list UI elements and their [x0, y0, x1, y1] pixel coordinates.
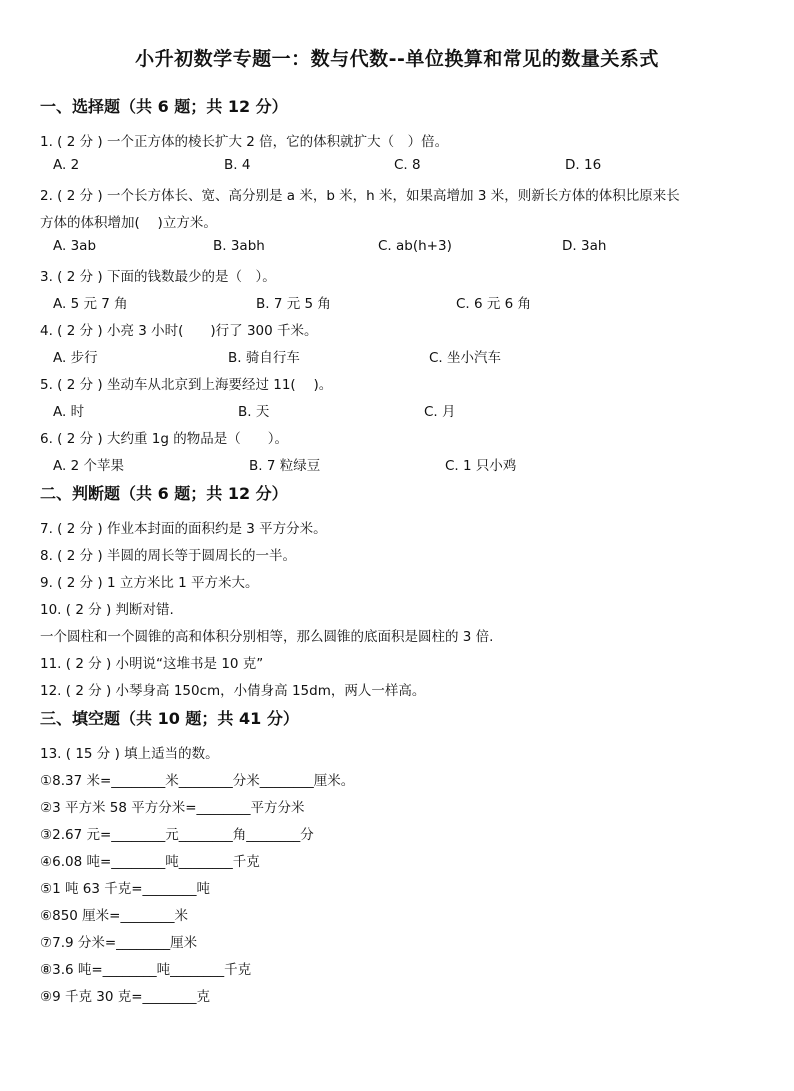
q4-option-b: B. 骑自行车 [228, 350, 300, 366]
q5-option-b: B. 天 [238, 404, 270, 420]
question-9: 9. ( 2 分 ) 1 立方米比 1 平方米大。 [40, 575, 259, 591]
question-5-options [0, 400, 794, 420]
fill-item-1: ①8.37 米=________米________分米________厘米。 [40, 773, 355, 789]
question-6-options [0, 454, 794, 474]
question-4-options [0, 346, 794, 366]
q3-option-a: A. 5 元 7 角 [53, 296, 128, 312]
question-4-stem: 4. ( 2 分 ) 小亮 3 小时( )行了 300 千米。 [40, 323, 318, 339]
page-title: 小升初数学专题一：数与代数--单位换算和常见的数量关系式 [135, 48, 659, 70]
fill-item-8: ⑧3.6 吨=________吨________千克 [40, 962, 252, 978]
fill-item-3: ③2.67 元=________元________角________分 [40, 827, 314, 843]
q2-option-d: D. 3ah [562, 238, 607, 254]
q3-option-c: C. 6 元 6 角 [456, 296, 532, 312]
fill-item-5: ⑤1 吨 63 千克=________吨 [40, 881, 211, 897]
question-8: 8. ( 2 分 ) 半圆的周长等于圆周长的一半。 [40, 548, 296, 564]
question-10-statement: 一个圆柱和一个圆锥的高和体积分别相等，那么圆锥的底面积是圆柱的 3 倍. [40, 629, 494, 645]
fill-item-7: ⑦7.9 分米=________厘米 [40, 935, 198, 951]
question-10: 10. ( 2 分 ) 判断对错. [40, 602, 174, 618]
fill-item-6: ⑥850 厘米=________米 [40, 908, 188, 924]
fill-item-2: ②3 平方米 58 平方分米=________平方分米 [40, 800, 305, 816]
q6-option-c: C. 1 只小鸡 [445, 458, 517, 474]
question-13-stem: 13. ( 15 分 ) 填上适当的数。 [40, 746, 219, 762]
section-heading-judge: 二、判断题（共 6 题；共 12 分） [40, 484, 288, 503]
question-5-stem: 5. ( 2 分 ) 坐动车从北京到上海要经过 11( )。 [40, 377, 333, 393]
q2-option-a: A. 3ab [53, 238, 97, 254]
section-heading-fill: 三、填空题（共 10 题；共 41 分） [40, 709, 299, 728]
question-3-options [0, 292, 794, 312]
question-1-stem: 1. ( 2 分 ) 一个正方体的棱长扩大 2 倍，它的体积就扩大（ ）倍。 [40, 134, 449, 150]
q3-option-b: B. 7 元 5 角 [256, 296, 331, 312]
q1-option-b: B. 4 [224, 157, 251, 173]
q4-option-c: C. 坐小汽车 [429, 350, 502, 366]
q1-option-a: A. 2 [53, 157, 80, 173]
question-2-options [0, 238, 794, 258]
fill-item-9: ⑨9 千克 30 克=________克 [40, 989, 211, 1005]
question-3-stem: 3. ( 2 分 ) 下面的钱数最少的是（ ）。 [40, 269, 276, 285]
question-2-stem: 2. ( 2 分 ) 一个长方体长、宽、高分别是 a 米，b 米，h 米，如果高增加 3 米，则新长方体的体积比原来长 [40, 188, 680, 204]
question-2-stem-cont: 方体的体积增加( )立方米。 [40, 215, 217, 231]
q1-option-c: C. 8 [394, 157, 421, 173]
question-11: 11. ( 2 分 ) 小明说“这堆书是 10 克” [40, 656, 264, 672]
q2-option-c: C. ab(h+3) [378, 238, 452, 254]
q2-option-b: B. 3abh [213, 238, 265, 254]
section-heading-choice: 一、选择题（共 6 题；共 12 分） [40, 97, 288, 116]
question-12: 12. ( 2 分 ) 小琴身高 150cm，小倩身高 15dm，两人一样高。 [40, 683, 426, 699]
q6-option-b: B. 7 粒绿豆 [249, 458, 321, 474]
fill-item-4: ④6.08 吨=________吨________千克 [40, 854, 260, 870]
question-7: 7. ( 2 分 ) 作业本封面的面积约是 3 平方分米。 [40, 521, 327, 537]
q5-option-c: C. 月 [424, 404, 456, 420]
question-6-stem: 6. ( 2 分 ) 大约重 1g 的物品是（ ）。 [40, 431, 288, 447]
question-1-options [0, 157, 794, 177]
q1-option-d: D. 16 [565, 157, 602, 173]
q5-option-a: A. 时 [53, 404, 85, 420]
q4-option-a: A. 步行 [53, 350, 98, 366]
q6-option-a: A. 2 个苹果 [53, 458, 124, 474]
